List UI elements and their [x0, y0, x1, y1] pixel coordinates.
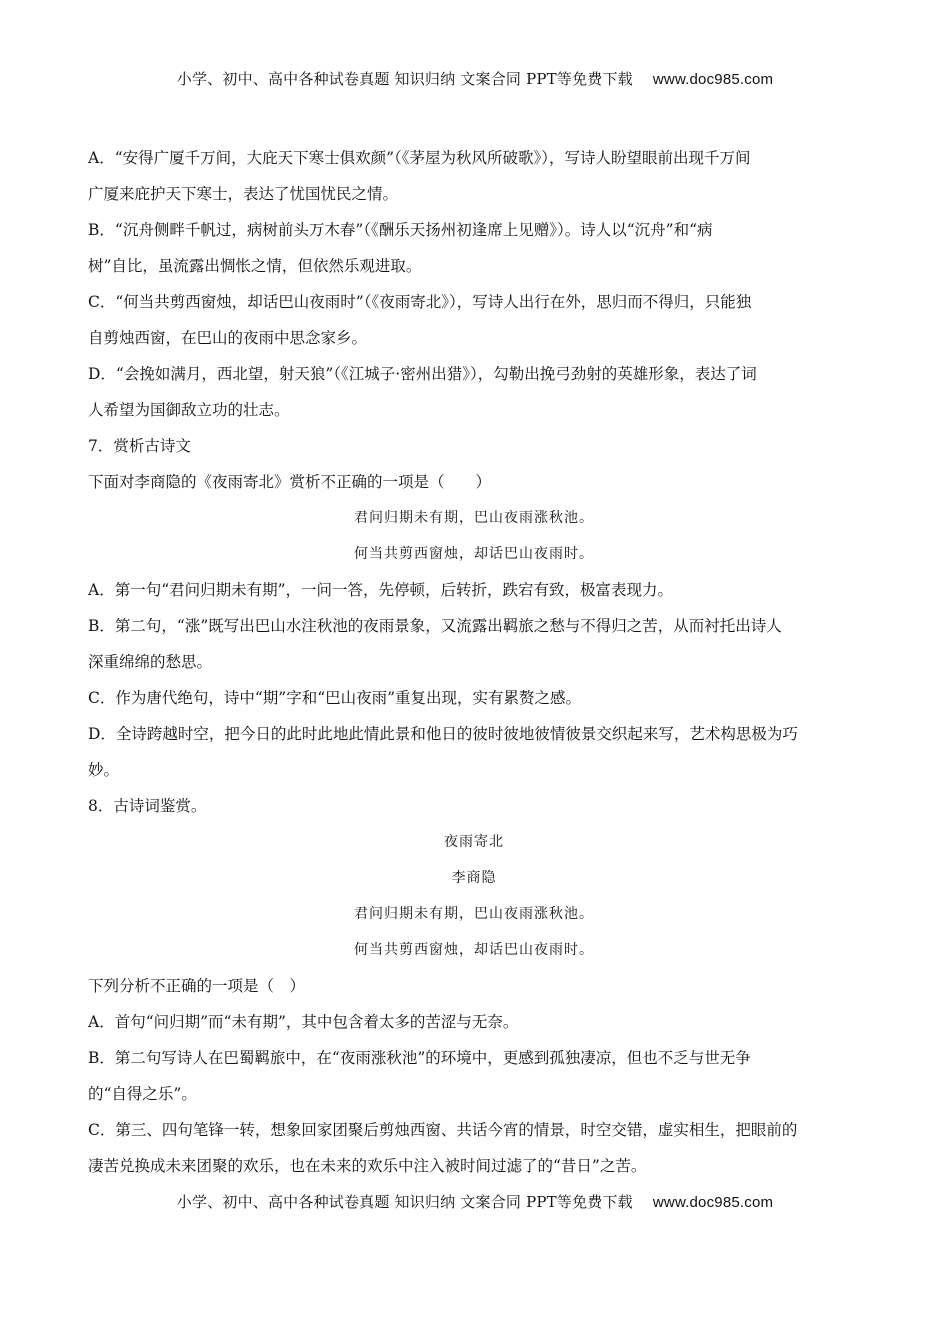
q7-stem: 下面对李商隐的《夜雨寄北》赏析不正确的一项是（ ） — [88, 473, 492, 491]
footer-url[interactable]: www.doc985.com — [652, 1194, 774, 1211]
q7-option-c: C．作为唐代绝句，诗中“期”字和“巴山夜雨”重复出现，实有累赘之感。 — [88, 689, 582, 707]
q6-option-d-line1: D．“会挽如满月，西北望，射天狼”（《江城子·密州出猎》），勾勒出挽弓劲射的英雄形象，表达了词 — [88, 365, 757, 383]
q7-option-b-line1: B．第二句，“涨”既写出巴山水注秋池的夜雨景象，又流露出羁旅之愁与不得归之苦，从而衬托出诗人 — [88, 617, 782, 635]
q8-option-c-line1: C．第三、四句笔锋一转，想象回家团聚后剪烛西窗、共话今宵的情景，时空交错，虚实相生，把眼前的 — [88, 1121, 798, 1139]
q7-option-d-line2: 妙。 — [88, 761, 120, 779]
q7-poem-line2: 何当共剪西窗烛，却话巴山夜雨时。 — [354, 546, 594, 562]
q8-option-b-line1: B．第二句写诗人在巴蜀羁旅中，在“夜雨涨秋池”的环境中，更感到孤独凄凉，但也不乏与世无争 — [88, 1049, 751, 1067]
q7-option-b-line2: 深重绵绵的愁思。 — [88, 653, 213, 671]
q8-stem: 下列分析不正确的一项是（ ） — [88, 977, 306, 995]
q6-option-c-line1: C．“何当共剪西窗烛，却话巴山夜雨时”（《夜雨寄北》），写诗人出行在外，思归而不得归，只能独 — [88, 293, 752, 311]
q6-option-a-line1: A．“安得广厦千万间，大庇天下寒士俱欢颜”（《茅屋为秋风所破歌》），写诗人盼望眼前出现千万间 — [88, 149, 751, 167]
header-text: 小学、初中、高中各种试卷真题 知识归纳 文案合同 PPT等免费下载 — [176, 70, 633, 88]
q8-poem-title: 夜雨寄北 — [444, 834, 504, 850]
q6-option-b-line2: 树”自比，虽流露出惆怅之情，但依然乐观进取。 — [88, 257, 422, 275]
q8-poem-author: 李商隐 — [451, 870, 497, 886]
q8-poem-line1: 君问归期未有期，巴山夜雨涨秋池。 — [354, 906, 594, 922]
q7-poem-line1: 君问归期未有期，巴山夜雨涨秋池。 — [354, 510, 594, 526]
page-footer — [0, 1191, 950, 1212]
q7-title: 7．赏析古诗文 — [88, 437, 191, 455]
q6-option-c-line2: 自剪烛西窗，在巴山的夜雨中思念家乡。 — [88, 329, 368, 347]
q8-poem-line2: 何当共剪西窗烛，却话巴山夜雨时。 — [354, 942, 594, 958]
q6-option-b-line1: B．“沉舟侧畔千帆过，病树前头万木春”（《酬乐天扬州初逢席上见赠》）。诗人以“沉舟”和“病 — [88, 221, 713, 239]
footer-text: 小学、初中、高中各种试卷真题 知识归纳 文案合同 PPT等免费下载 — [176, 1193, 633, 1211]
document-body — [88, 140, 860, 1184]
q8-option-a: A．首句“问归期”而“未有期”，其中包含着太多的苦涩与无奈。 — [88, 1013, 519, 1031]
q6-option-a-line2: 广厦来庇护天下寒士，表达了忧国忧民之情。 — [88, 185, 399, 203]
q6-option-d-line2: 人希望为国御敌立功的壮志。 — [88, 401, 290, 419]
q7-option-d-line1: D．全诗跨越时空，把今日的此时此地此情此景和他日的彼时彼地彼情彼景交织起来写，艺术构思极为巧 — [88, 725, 798, 743]
q8-option-b-line2: 的“自得之乐”。 — [88, 1085, 197, 1103]
q8-option-c-line2: 凄苦兑换成未来团聚的欢乐，也在未来的欢乐中注入被时间过滤了的“昔日”之苦。 — [88, 1157, 647, 1175]
q7-option-a: A．第一句“君问归期未有期”，一问一答，先停顿，后转折，跌宕有致，极富表现力。 — [88, 581, 674, 599]
header-url[interactable]: www.doc985.com — [652, 71, 774, 88]
page-header — [0, 68, 950, 89]
q8-title: 8．古诗词鉴赏。 — [88, 797, 207, 815]
